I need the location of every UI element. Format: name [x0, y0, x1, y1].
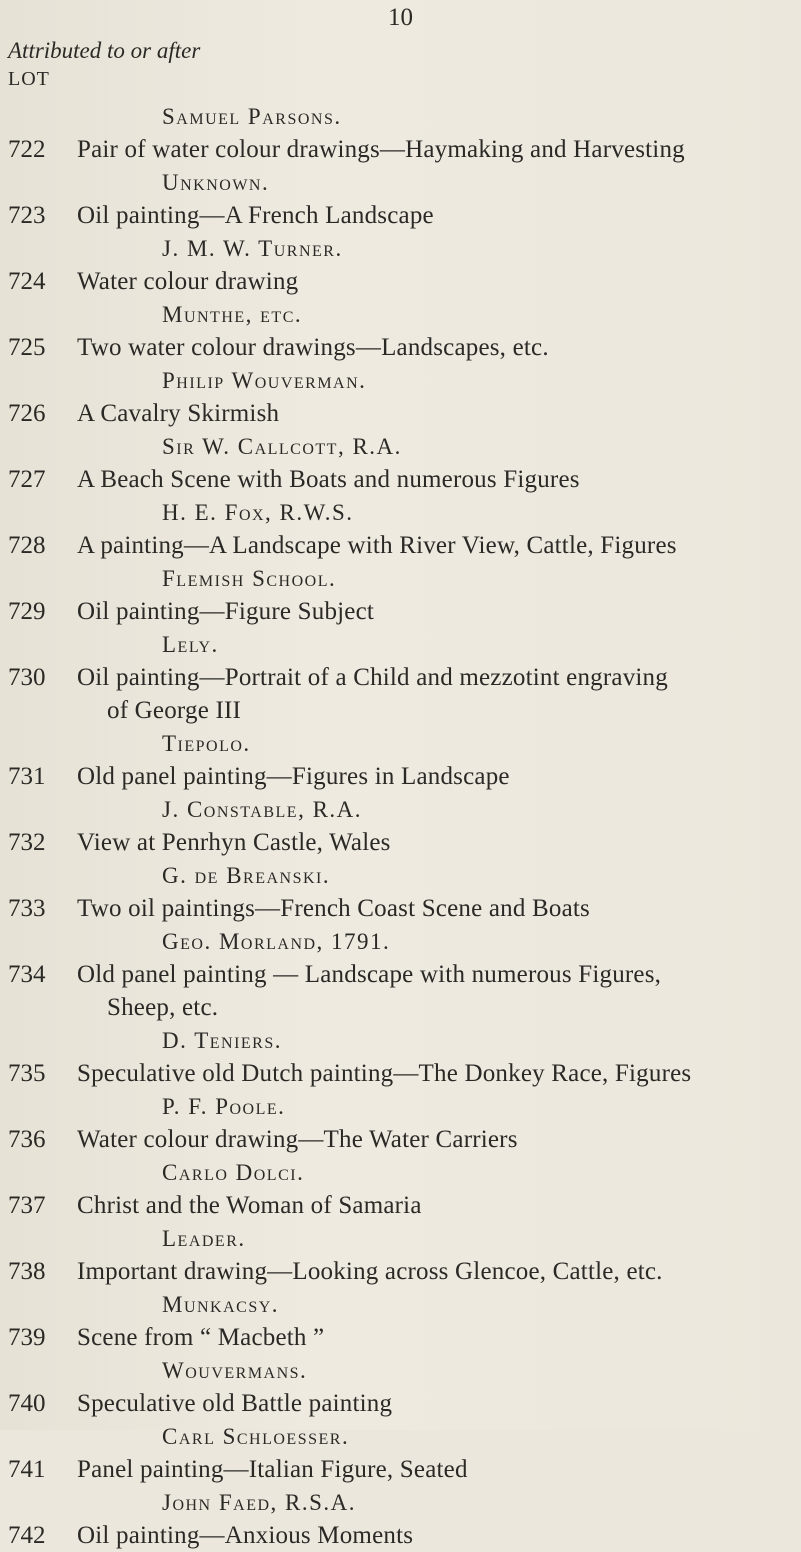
lot-number: 735: [8, 1060, 46, 1087]
lot-number: 725: [8, 334, 46, 361]
lot-entry: [0, 628, 801, 727]
lot-artist: Geo. Morland, 1791.: [162, 929, 391, 954]
lot-number: 730: [8, 664, 46, 691]
lot-artist: Sir W. Callcott, R.A.: [162, 434, 402, 459]
lot-artist: Lely.: [162, 632, 219, 657]
lot-description: Speculative old Battle painting: [77, 1390, 393, 1417]
lot-description: Oil painting—Figure Subject: [77, 598, 375, 625]
lot-number: 741: [8, 1456, 46, 1483]
lot-artist: Munthe, etc.: [162, 302, 303, 327]
lot-description: Two water colour drawings—Landscapes, etc.: [77, 334, 549, 361]
lot-artist: J. Constable, R.A.: [162, 797, 363, 822]
lot-description-continued: of George III: [107, 697, 242, 724]
lot-description: Pair of water colour drawings—Haymaking and Harvesting: [77, 136, 685, 163]
lot-entry: [0, 793, 801, 859]
lot-number: 732: [8, 829, 46, 856]
lot-entry: [0, 859, 801, 925]
lot-entry: [0, 298, 801, 364]
lot-artist: Unknown.: [162, 170, 270, 195]
lot-number: 737: [8, 1192, 46, 1219]
lot-description: Christ and the Woman of Samaria: [77, 1192, 422, 1219]
lot-entry: [0, 562, 801, 628]
lot-number: 734: [8, 961, 46, 988]
lot-number: 736: [8, 1126, 46, 1153]
lot-artist: Carlo Dolci.: [162, 1160, 305, 1185]
lot-entry: [0, 1222, 801, 1288]
lot-entry: [0, 166, 801, 232]
page-number: 10: [388, 4, 413, 31]
lot-number: 726: [8, 400, 46, 427]
lot-entry: [0, 1288, 801, 1354]
lot-artist: Flemish School.: [162, 566, 337, 591]
lot-entry: [0, 1024, 801, 1090]
lot-artist: Leader.: [162, 1226, 246, 1251]
lot-number: 727: [8, 466, 46, 493]
lot-description: Oil painting—Anxious Moments: [77, 1522, 414, 1549]
lot-description: View at Penrhyn Castle, Wales: [77, 829, 391, 856]
lot-entry: [0, 925, 801, 1024]
lot-description: Two oil paintings—French Coast Scene and Boats: [77, 895, 590, 922]
lot-description: Oil painting—A French Landscape: [77, 202, 434, 229]
lot-description-line: Oil painting—Portrait of a Child and mezzotint engraving: [77, 664, 668, 691]
lot-artist: John Faed, R.S.A.: [162, 1490, 357, 1515]
lot-entry: [0, 1156, 801, 1222]
section-header: Attributed to or after: [8, 38, 201, 63]
lot-number: 729: [8, 598, 46, 625]
lot-artist: D. Teniers.: [162, 1028, 282, 1053]
lot-description: Scene from “ Macbeth ”: [77, 1324, 325, 1351]
lot-description: Water colour drawing: [77, 268, 299, 295]
lot-entry: [0, 1354, 801, 1420]
lot-list: [0, 100, 801, 1552]
lot-entry: [0, 430, 801, 496]
lot-artist: Munkacsy.: [162, 1292, 280, 1317]
lot-artist: P. F. Poole.: [162, 1094, 286, 1119]
lot-artist: H. E. Fox, R.W.S.: [162, 500, 354, 525]
lot-number: 733: [8, 895, 46, 922]
lot-column-label: LOT: [8, 68, 50, 90]
lot-entry: [0, 727, 801, 793]
lot-number: 722: [8, 136, 46, 163]
lot-description: [65, 661, 792, 727]
lot-description: [65, 958, 792, 1024]
lot-artist: J. M. W. Turner.: [162, 236, 343, 261]
lot-artist: Wouvermans.: [162, 1358, 308, 1383]
lot-entry: [0, 232, 801, 298]
lot-artist: Tiepolo.: [162, 731, 251, 756]
lot-artist: Carl Schloesser.: [162, 1424, 350, 1449]
lot-entry: [0, 496, 801, 562]
lot-description: Speculative old Dutch painting—The Donkey Race, Figures: [77, 1060, 692, 1087]
lot-number: 738: [8, 1258, 46, 1285]
lot-entry: [0, 100, 801, 166]
lot-description-continued: Sheep, etc.: [107, 994, 219, 1021]
lot-description: Panel painting—Italian Figure, Seated: [77, 1456, 468, 1483]
lot-number: 724: [8, 268, 46, 295]
lot-description-line: Old panel painting — Landscape with numerous Figures,: [77, 961, 662, 988]
lot-number: 728: [8, 532, 46, 559]
lot-number: 742: [8, 1522, 46, 1549]
lot-number: 723: [8, 202, 46, 229]
lot-entry: [0, 1486, 801, 1552]
lot-entry: [0, 1090, 801, 1156]
lot-description: Water colour drawing—The Water Carriers: [77, 1126, 518, 1153]
lot-artist: G. de Breanski.: [162, 863, 331, 888]
lot-description: Old panel painting—Figures in Landscape: [77, 763, 510, 790]
lot-artist: Philip Wouverman.: [162, 368, 367, 393]
lot-description: A Beach Scene with Boats and numerous Figures: [77, 466, 580, 493]
lot-number: 740: [8, 1390, 46, 1417]
lot-entry: [0, 364, 801, 430]
lot-artist: Samuel Parsons.: [162, 104, 342, 129]
lot-number: 739: [8, 1324, 46, 1351]
lot-description: Important drawing—Looking across Glencoe, Cattle, etc.: [77, 1258, 663, 1285]
lot-description: A Cavalry Skirmish: [77, 400, 280, 427]
lot-description: A painting—A Landscape with River View, Cattle, Figures: [77, 532, 677, 559]
lot-number: 731: [8, 763, 46, 790]
